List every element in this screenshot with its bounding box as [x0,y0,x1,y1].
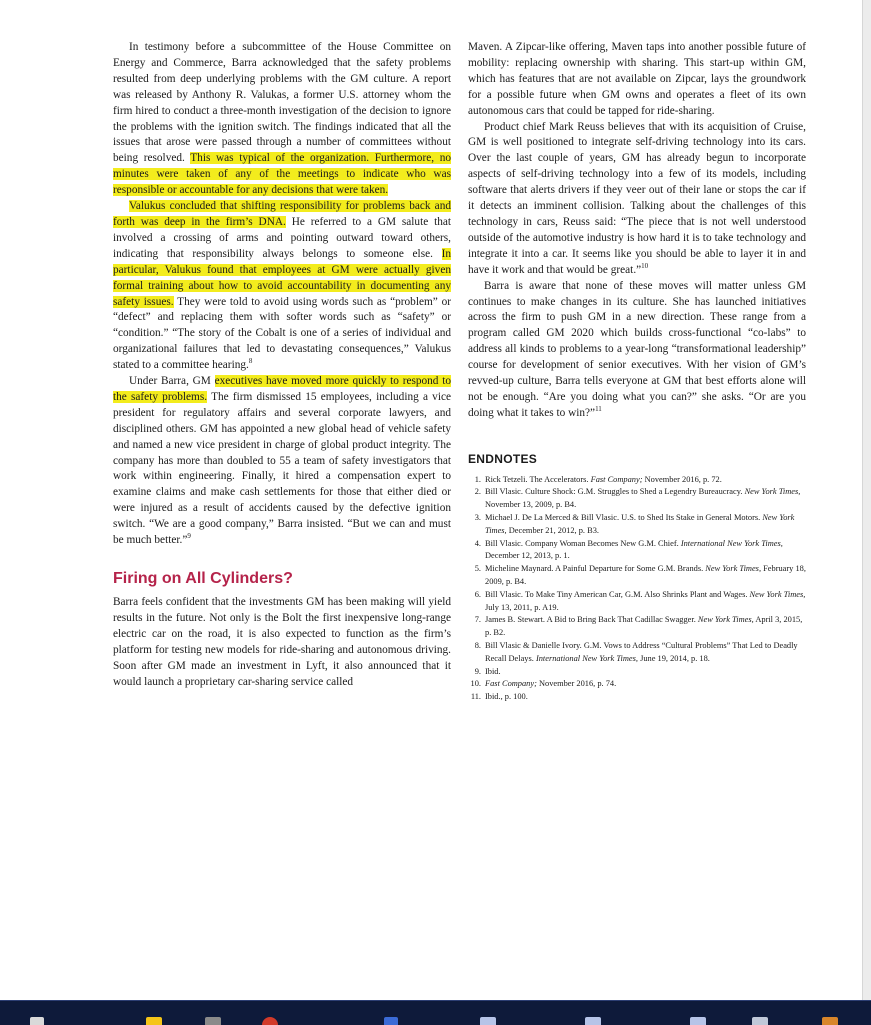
endnote-number: 4. [474,538,481,548]
text-run: Barra is aware that none of these moves will matter unless GM continues to make changes in its culture. She has launched initiatives across the firm to push GM in a new direction. These range from a program called GM 2020 which builds cross-functional “co-labs” to address all kinds to problems to a year-long “transformational leadership” course for development of senior executives. With her vision of GM’s revved-up culture, Barra tells everyone at GM that best efforts alone will not be enough. “Are you doing what you can?” she asks. “Or are you doing what it takes to win?” [468,279,806,419]
endnote-number: 7. [474,615,481,625]
endnote-number: 2. [474,487,481,497]
taskbar [0,1000,871,1025]
highlighted-text: This was typical of the organization. Furthermore, no minutes were taken of any of the meetings to indicate who was responsible or accountable for any decisions that were taken. [113,152,451,197]
endnote-source: International New York Times, [535,653,638,663]
endnote-date: July 13, 2011, p. A19. [485,602,559,612]
endnote-source: Fast Company; [590,474,643,484]
endnote-item [468,640,806,666]
endnote-number: 8. [474,641,481,651]
endnote-date: June 19, 2014, p. 18. [638,653,710,663]
endnote-number: 11. [470,692,481,702]
endnote-item [468,538,806,564]
endnote-text: Bill Vlasic. Culture Shock: G.M. Struggles to Shed a Legendry Bureaucracy. [485,487,745,497]
endnotes-heading: ENDNOTES [468,451,538,466]
endnote-text: Ibid., p. 100. [485,692,528,702]
highlighted-text: executives have moved more quickly to respond to the safety problems. [113,375,451,403]
endnote-date: December 12, 2013, p. 1. [485,551,570,561]
endnote-number: 9. [474,666,481,676]
endnote-text: Michael J. De La Merced & Bill Vlasic. U.S. to Shed Its Stake in General Motors. [485,513,763,523]
paragraph-reuss [468,120,806,279]
paragraph-culture [468,279,806,422]
endnote-number: 10. [470,679,481,689]
page-edge [862,0,871,1000]
endnote-item [468,474,806,487]
endnote-source: New York Times, [705,564,762,574]
endnote-text: Bill Vlasic. To Make Tiny American Car, G.M. Also Shrinks Plant and Wages. [485,589,750,599]
highlighted-text: Valukus concluded that shifting responsibility for problems back and forth was deep in the firm’s DNA. [113,200,451,228]
footnote-ref: 10 [641,261,649,270]
endnote-item [468,666,806,679]
text-run: The firm dismissed 15 employees, including a vice president for regulatory affairs and several corporate lawyers, and disciplined others. GM has appointed a new global head of vehicle safety and named a new vice president in charge of global product integrity. The company has more than doubled to 55 a team of safety investigators that work within engineering. Finally, it hired a compensation expert to examine claims and make cash settlements for those that either died or were injured as a result of accidents caused by the defective ignition switch. “We are a good company,” Barra insisted. “But we can and must be much better.” [113,390,451,547]
endnote-number: 1. [474,474,481,484]
endnote-item [468,563,806,589]
paragraph-investments: Barra feels confident that the investments GM has been making will yield results in the future. Not only is the Bolt the first inexpensive long-range electric car on the road, it is also expected to function as the firm’s platform for testing new models for ride-sharing and autonomous driving. Soon after GM made an investment in Lyft, it also announced that it would launch a proprietary car-sharing service called [113,596,451,688]
endnote-date: November 2016, p. 72. [642,474,722,484]
endnote-date: April 3, 2015, p. B2. [485,615,803,638]
footnote-ref: 11 [595,405,602,414]
right-column [468,40,806,704]
endnote-item [468,486,806,512]
paragraph-under-barra [113,374,451,549]
endnote-date: November 2016, p. 74. [536,679,617,689]
endnote-text: Rick Tetzeli. The Accelerators. [485,474,591,484]
endnote-date: December 21, 2012, p. B3. [506,525,599,535]
footnote-ref: 9 [187,532,191,541]
left-column [113,40,451,690]
endnote-text: Bill Vlasic. Company Woman Becomes New G.M. Chief. [485,538,681,548]
endnote-number: 3. [474,513,481,523]
paragraph-testimony [113,40,451,199]
text-run: He referred to a GM salute that involved a crossing of arms and pointing outward toward others, indicating that responsibility always belongs to someone else. [113,215,452,260]
section-heading: Firing on All Cylinders? [113,570,293,587]
endnote-text: Ibid. [485,666,501,676]
endnote-item [468,691,806,704]
endnote-text: James B. Stewart. A Bid to Bring Back That Cadillac Swagger. [485,615,698,625]
paragraph-maven: Maven. A Zipcar-like offering, Maven taps into another possible future of mobility: replacing ownership with sharing. This start-up within GM, which has features that are not available on Zipcar, lays the groundwork for a possible future when GM owns and operates a fleet of its own autonomous cars that could be tapped for ride-sharing. [468,41,806,117]
paragraph-valukus [113,199,451,374]
highlighted-text: In particular, Valukus found that employees at GM were actually given formal training about how to avoid accountability in documenting any safety issues. [113,247,451,308]
endnote-item [468,589,806,615]
endnote-number: 5. [474,564,481,574]
endnote-source: New York Times, [744,487,801,497]
text-run: Under Barra, GM [129,375,211,388]
endnote-source: Fast Company; [485,679,537,689]
endnotes-list [468,474,806,704]
endnote-item [468,614,806,640]
endnote-date: November 13, 2009, p. B4. [485,500,577,510]
text-run: They were told to avoid using words such as “problem” or “defect” and replacing them with softer words such as “safety” or “condition.” “The story of the Cobalt is one of a series of individual and organizational failures that led to devastating consequences,” Valukus stated to a committee hearing. [113,295,451,372]
endnote-item [468,678,806,691]
endnote-text: Micheline Maynard. A Painful Departure for Some G.M. Brands. [485,564,706,574]
text-run: Product chief Mark Reuss believes that with its acquisition of Cruise, GM is well positioned to integrate self-driving technology into its cars. Over the last couple of years, GM has already begun to incorporate aspects of self-driving technology into a few of its models, including software that alerts drivers if they veer out of their lane or stops the car if it detects an imminent collision. Talking about the challenges of this technology in cars, Reuss said: “The piece that is not well understood outside of the automotive industry is how hard it is to take technology and integrate it into a car. It seems like you should be able to layer it in and have it work and that would be great.” [468,120,806,276]
endnote-source: New York Times, [749,589,806,599]
endnote-number: 6. [474,589,481,599]
endnote-source: International New York Times, [680,538,783,548]
footnote-ref: 8 [248,357,253,366]
endnote-date: February 18, 2009, p. B4. [485,564,806,587]
endnote-text: Bill Vlasic & Danielle Ivory. G.M. Vows to Address “Cultural Problems” That Led to Deadly Recall Delays. [485,641,798,663]
text-run: In testimony before a subcommittee of the House Committee on Energy and Commerce, Barra acknowledged that the safety problems resulted from deep underlying problems with the GM culture. A report was released by Anthony R. Valukas, a former U.S. attorney whom the firm hired to conduct a three-month investigation of the decision to ignore the problems with the ignition switch. The findings indicated that all the issues that arose were passed through a number of committees without being resolved. [113,41,451,165]
endnote-source: New York Times, [697,615,754,625]
endnote-item [468,512,806,538]
endnote-source: New York Times, [485,513,795,535]
